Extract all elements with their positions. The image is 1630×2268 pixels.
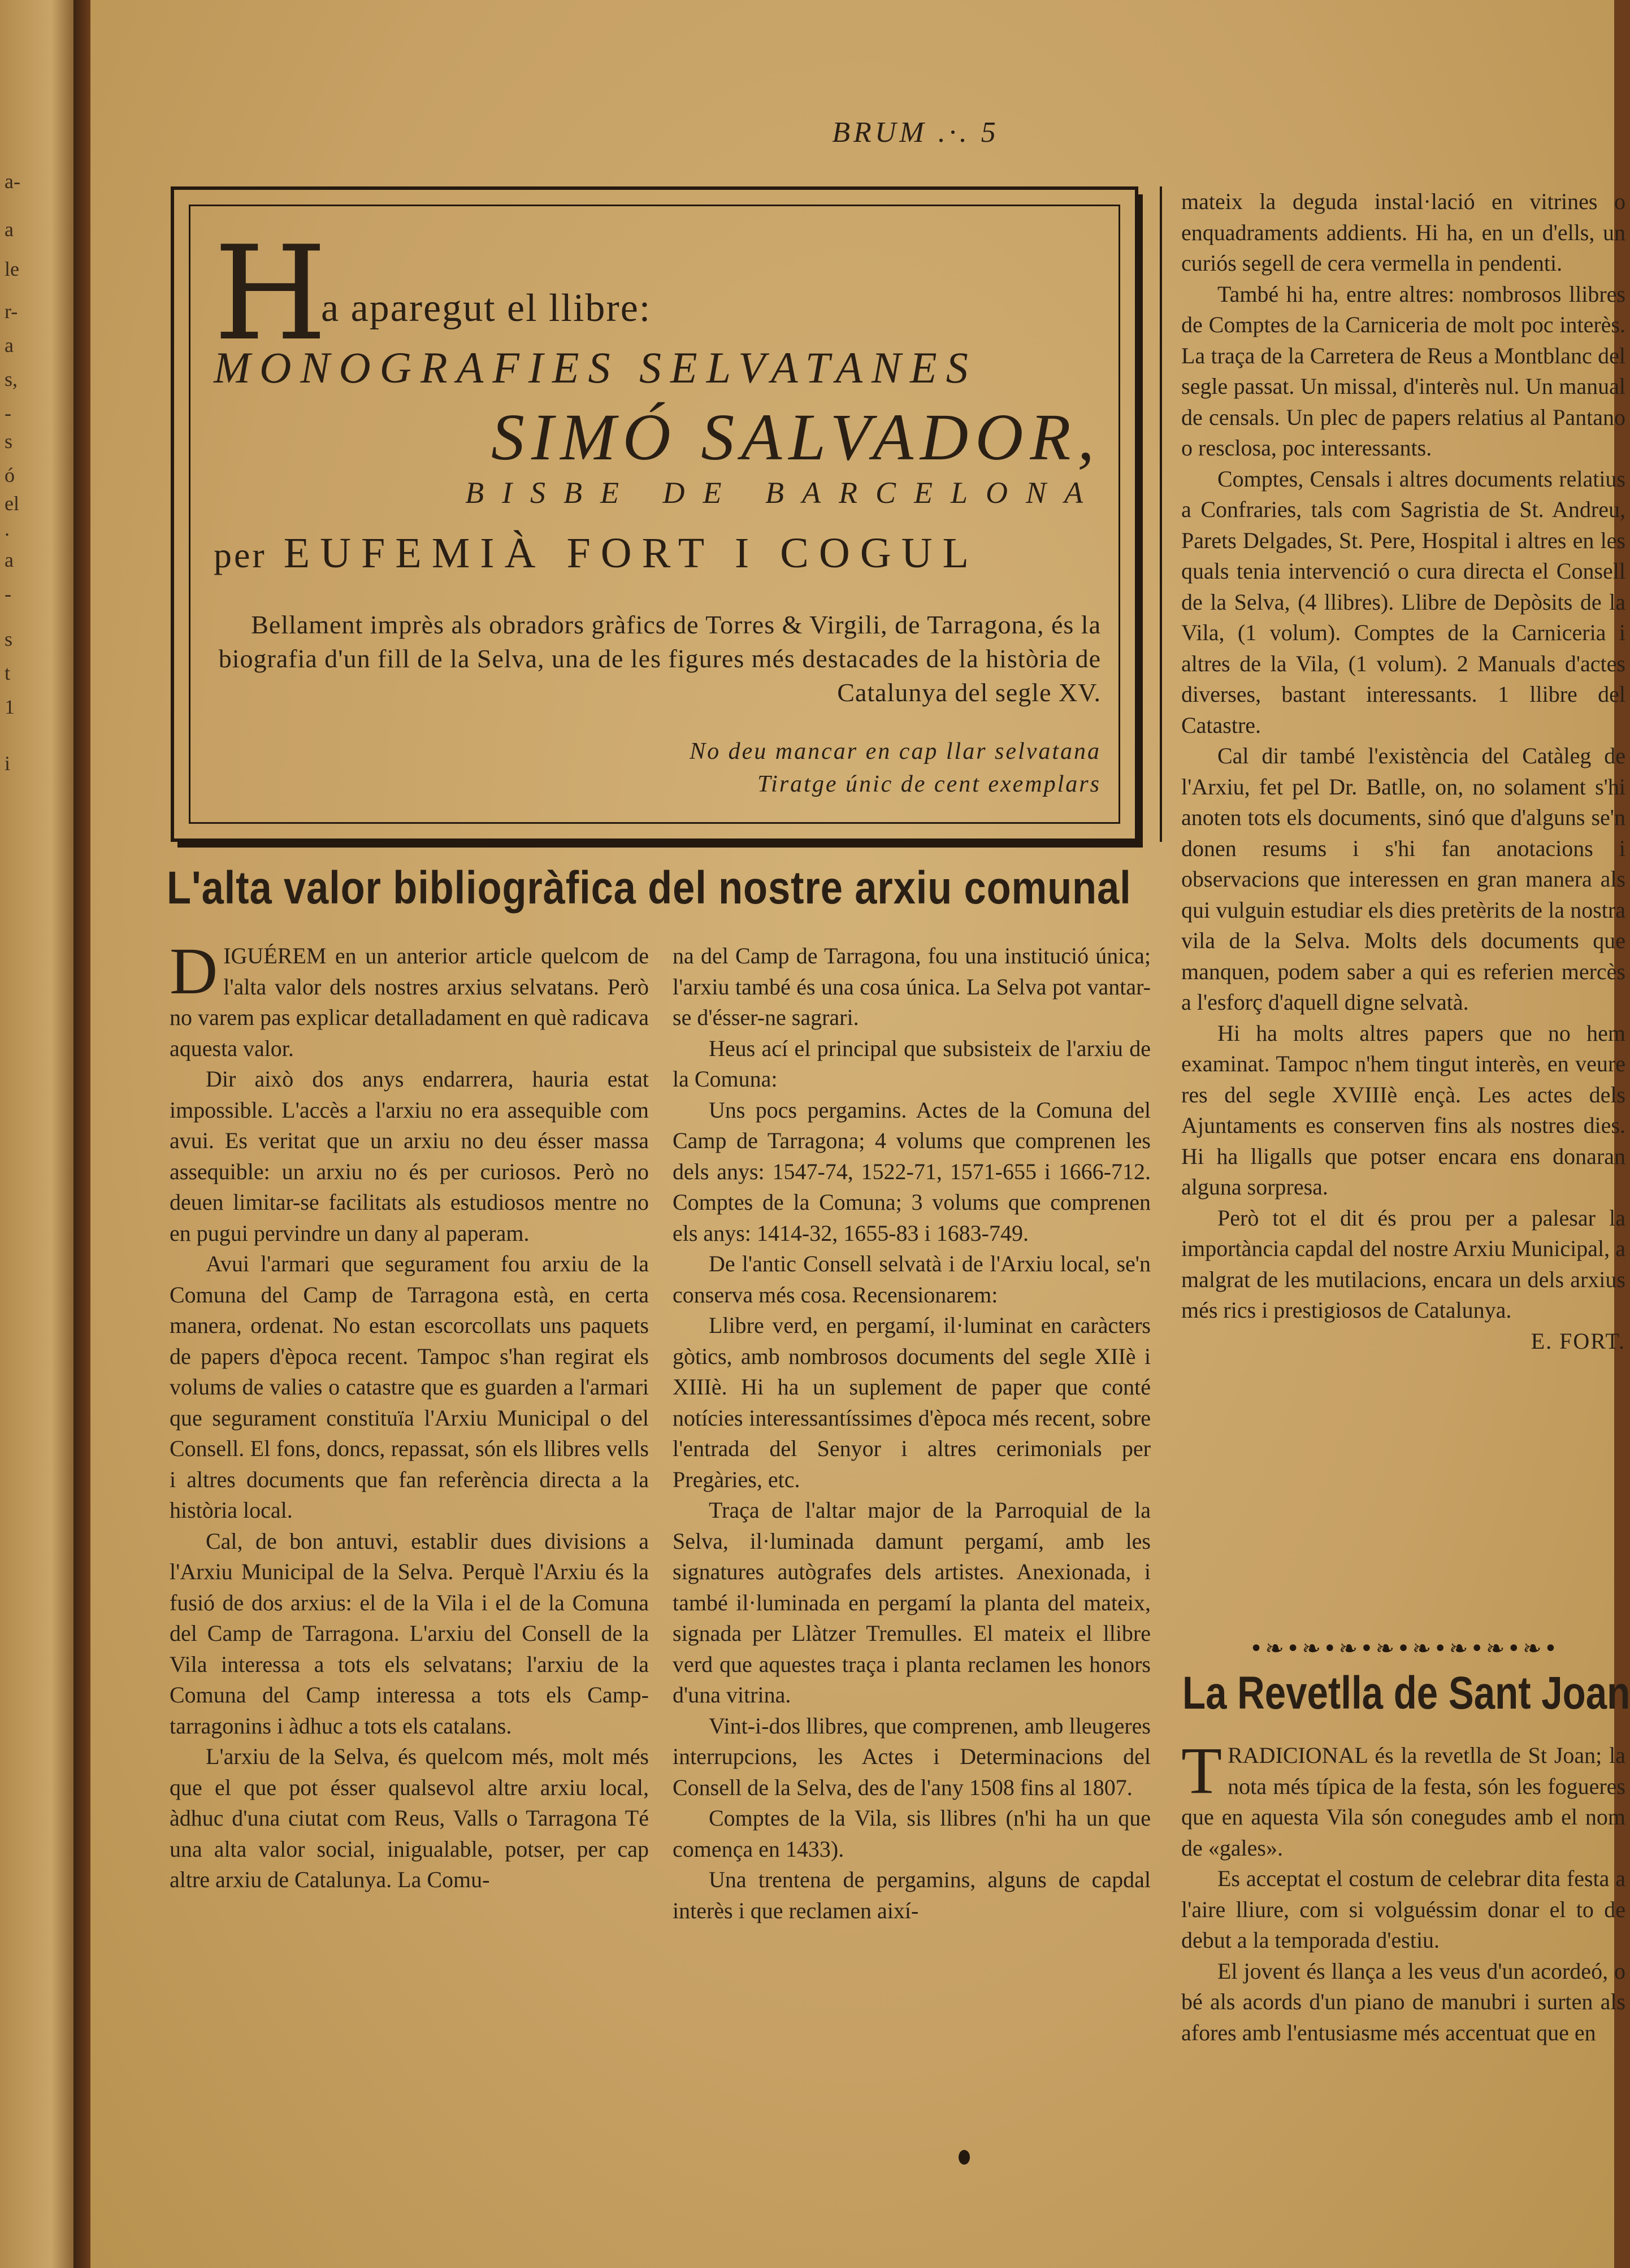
article-column-4: [1181, 1733, 1625, 2048]
article-paragraph: Vint-i-dos llibres, que comprenen, amb lleugeres interrupcions, les Actes i Determinacions del Consell de la Selva, des de l'any 1508 fins al 1807.: [673, 1713, 1151, 1800]
article-dropcap: T: [1181, 1733, 1222, 1808]
prev-page-fragment: .: [5, 518, 10, 540]
ad-subtitle: BISBE DE BARCELONA: [465, 476, 1101, 510]
prev-page-fragment: 1: [5, 696, 15, 718]
prev-page-fragment: a-: [5, 170, 20, 193]
article-paragraph: Cal, de bon antuvi, establir dues divisions a l'Arxiu Municipal de la Selva. Perquè l'Arxiu és la fusió de dos arxius: el de la Vila i el de la Comuna del Camp de Tarragona. L'arxiu del Consell de la Vila interessa a tots els selvatans; l'arxiu de la Comuna del Camp interessa a tots els Camp-tarragonins i àdhuc a tots els catalans.: [170, 1528, 649, 1739]
ad-series-title: MONOGRAFIES SELVATANES: [214, 343, 977, 392]
article-column-1: [170, 934, 649, 1896]
article-paragraph: El jovent és llança a les veus d'un acordeó, o bé als acords d'un piano de manubri i surten als afores amb l'entusiasme més accentuat que en: [1181, 1958, 1625, 2045]
prev-page-fragment: s: [5, 628, 13, 650]
prev-page-fragment: s: [5, 430, 13, 453]
article-paragraph: mateix la deguda instal·lació en vitrines o enquadraments addients. Hi ha, en un d'ells, un curiós segell de cera vermella in pendenti.: [1181, 189, 1625, 276]
ad-author-line: [214, 529, 1101, 578]
article-signature: E. FORT.: [1531, 1328, 1625, 1354]
article-paragraph: Però tot el dit és prou per a palesar la importància capdal del nostre Arxiu Municipal, a malgrat de les mutilacions, encara un dels arxius més rics i prestigiosos de Catalunya.: [1181, 1205, 1625, 1323]
article-paragraph: Uns pocs pergamins. Actes de la Comuna del Camp de Tarragona; 4 volums que comprenen les dels anys: 1547-74, 1522-71, 1571-655 i 1666-712. Comptes de la Comuna; 3 volums que comprenen els anys: 1414-32, 1655-83 i 1683-749.: [673, 1097, 1151, 1246]
prev-page-fragment: -: [5, 402, 11, 424]
article-paragraph: Comptes de la Vila, sis llibres (n'hi ha un que comença en 1433).: [673, 1805, 1151, 1862]
prev-page-fragment: r-: [5, 300, 18, 323]
article-paragraph: L'arxiu de la Selva, és quelcom més, molt més que el que pot ésser qualsevol altre arxiu local, àdhuc d'una ciutat com Reus, Valls o Tarragona Té una alta valor social, inigualable, potser, per cap altre arxiu de Catalunya. La Comu-: [170, 1744, 649, 1892]
prev-page-fragment: s,: [5, 368, 18, 390]
book-advertisement: [171, 186, 1138, 842]
prev-page-fragment: ó: [5, 464, 15, 486]
article-paragraph: De l'antic Consell selvatà i de l'Arxiu local, se'n conserva més cosa. Recensionarem:: [673, 1251, 1151, 1307]
article-paragraph: TRADICIONAL és la revetlla de St Joan; la nota més típica de la festa, són les fogueres que en aquesta Vila són conegudes amb el nom de «gales».: [1181, 1733, 1625, 1861]
article-headline: La Revetlla de Sant Joan: [1182, 1667, 1630, 1719]
article-paragraph: Cal dir també l'existència del Catàleg de l'Arxiu, fet pel Dr. Batlle, on, no solament s'hi anoten tots els documents, sinó que d'alguns se'n donen resums i s'hi fan anotacions i observacions que interessen en gran manera als qui vulguin estudiar els dies pretèrits de la nostra vila de la Selva. Molts dels documents que manquen, podem saber a qui es referien mercès a l'esforç d'aquell digne selvatà.: [1181, 743, 1625, 1015]
article-headline: L'alta valor bibliogràfica del nostre arxiu comunal: [167, 862, 1132, 914]
ad-intro: a aparegut el llibre:: [321, 286, 652, 330]
prev-page-fragment: a: [5, 218, 14, 241]
ad-note: [690, 735, 1101, 801]
prev-page-fragment: i: [5, 752, 11, 775]
prev-page-fragment: le: [5, 258, 19, 280]
column-rule: [1160, 186, 1162, 842]
article-paragraph: Es acceptat el costum de celebrar dita festa a l'aire lliure, com si volguéssim donar el to de debut a la temporada d'estiu.: [1181, 1866, 1625, 1953]
ad-dropcap: H: [214, 219, 327, 370]
ad-description: Bellament imprès als obradors gràfics de Torres & Virgili, de Tarragona, és la biografia d'un fill de la Selva, una de les figures més destacades de la història de Catalunya del segle XV.: [218, 610, 1101, 707]
article-paragraph: Heus ací el principal que subsisteix de l'arxiu de la Comuna:: [673, 1035, 1151, 1092]
article-paragraph: Comptes, Censals i altres documents relatius a Confraries, tals com Sagristia de St. Andreu, Parets Delgades, St. Pere, Hospital i altres en les quals tenia intervenció o cura directa el Consell de la Selva, (4 llibres). Llibre de Depòsits de la Vila, (1 volum). Comptes de la Carniceria i altres de la Vila, (1 volum). 2 Manuals d'actes diverses, bastant interessants. 1 llibre del Catastre.: [1181, 466, 1625, 738]
ad-author-name: EUFEMIÀ FORT I COGUL: [283, 529, 979, 577]
ad-author-prefix: per: [214, 535, 267, 575]
article-paragraph: Una trentena de pergamins, alguns de capdal interès i que reclamen així-: [673, 1867, 1151, 1923]
ink-spot: [959, 2150, 970, 2165]
ornamental-divider: •❧•❧•❧•❧•❧•❧•❧•❧•: [1249, 1636, 1560, 1662]
article-column-3: [1181, 186, 1625, 1357]
article-paragraph: També hi ha, entre altres: nombrosos llibres de Comptes de la Carniceria de molt poc interès. La traça de la Carretera de Reus a Montblanc del segle passat. Un missal, d'interès nul. Un manual de censals. Un plec de papers relatius al Pantano o resclosa, poc interessants.: [1181, 281, 1625, 460]
article-paragraph: DIGUÉREM en un anterior article quelcom de l'alta valor dels nostres arxius selvatans. Però no varem pas explicar detalladament en què radicava aquesta valor.: [170, 934, 649, 1061]
article-dropcap: D: [170, 934, 218, 1008]
article-paragraph: Hi ha molts altres papers que no hem examinat. Tampoc n'hem tingut interès, en veure res del segle XVIIIè ençà. Les actes dels Ajuntaments es conserven fins als nostres dies. Hi ha lligalls que potser encara ens donaran alguna sorpresa.: [1181, 1020, 1625, 1200]
article-paragraph: Llibre verd, en pergamí, il·luminat en caràcters gòtics, amb nombrosos documents del segle XIIè i XIIIè. Hi ha un suplement de paper que conté notícies interessantíssimes d'època més recent, sobre l'entrada del Senyor i altres cerimonials per Pregàries, etc.: [673, 1313, 1151, 1492]
prev-page-fragment: a: [5, 549, 14, 571]
prev-page-fragment: -: [5, 583, 11, 605]
article-paragraph: Traça de l'altar major de la Parroquial de la Selva, il·luminada damunt pergamí, amb les signatures autògrafes dels artistes. Anexionada, i també il·luminada en pergamí la planta del mateix, signada per Llàtzer Tremulles. El mateix el llibre verd que aquestes traça i planta reclamen les honors d'una vitrina.: [673, 1497, 1151, 1707]
book-gutter: [73, 0, 90, 2268]
article-column-2: [673, 941, 1151, 1926]
previous-page-edge: [0, 0, 73, 2268]
newspaper-page: [90, 0, 1630, 2268]
article-paragraph: Avui l'armari que segurament fou arxiu de la Comuna del Camp de Tarragona està, en certa manera, ordenat. No estan escorcollats uns paquets de papers d'època recent. Tampoc s'han regirat els volums de valies o catastre que es guarden a l'armari que segurament constituïa l'Arxiu Municipal o del Consell. El fons, doncs, repassat, són els llibres vells i altres documents que fan referència directa a la història local.: [170, 1251, 649, 1523]
ad-book-title: SIMÓ SALVADOR,: [491, 400, 1101, 474]
article-paragraph: Dir això dos anys endarrera, hauria estat impossible. L'accès a l'arxiu no era assequible com avui. Es veritat que un arxiu no deu ésser massa assequible: un arxiu no és per curiosos. Però no deuen limitar-se facilitats als estudiosos mentre no en pugui pervindre un dany al paperam.: [170, 1066, 649, 1246]
article-paragraph: na del Camp de Tarragona, fou una institució única; l'arxiu també és una cosa única. La Selva pot vantar-se d'ésser-ne sagrari.: [673, 943, 1151, 1030]
ad-note-line: Tiratge únic de cent exemplars: [757, 771, 1101, 797]
running-header: BRUM .·. 5: [832, 116, 999, 149]
ad-note-line: No deu mancar en cap llar selvatana: [690, 738, 1101, 764]
prev-page-fragment: t: [5, 662, 11, 684]
prev-page-fragment: a: [5, 334, 14, 357]
prev-page-fragment: el: [5, 492, 19, 515]
